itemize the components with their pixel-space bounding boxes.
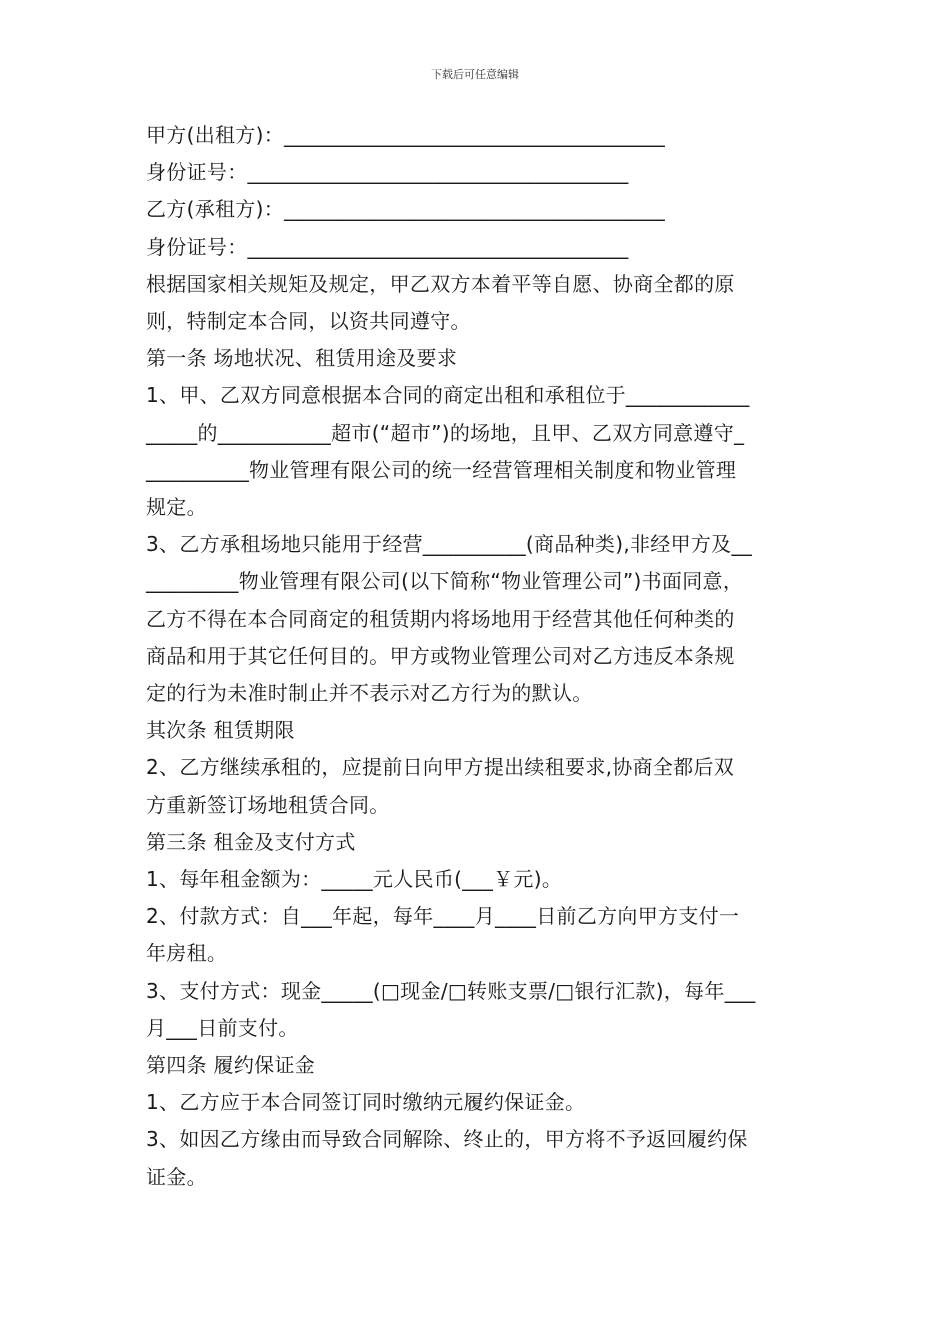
page-header: 下载后可任意编辑 [431, 68, 519, 81]
clause-line: __________物业管理有限公司的统一经营管理相关制度和物业管理 [146, 457, 737, 482]
clause-line: 2、付款方式：自___年起，每年____月____日前乙方向甲方支付一 [146, 904, 740, 929]
clause-line: 1、每年租金额为：_____元人民币(___￥元)。 [146, 867, 563, 892]
preamble-line: 根据国家相关规矩及规定，甲乙双方本着平等自愿、协商全都的原 [146, 271, 735, 296]
party-b-line: 乙方(承租方)：_____________________________________ [146, 197, 666, 222]
clause-line: 证金。 [146, 1164, 207, 1189]
section-heading: 其次条 租赁期限 [146, 718, 295, 743]
clause-line: 定的行为未准时制止并不表示对乙方行为的默认。 [146, 681, 593, 706]
clause-line: 乙方不得在本合同商定的租赁期内将场地用于经营其他任何种类的 [146, 606, 735, 631]
clause-line: 商品和用于其它任何目的。甲方或物业管理公司对乙方违反本条规 [146, 643, 735, 668]
clause-line: 月___日前支付。 [146, 1015, 299, 1040]
clause-line: _____的___________超市(“超市”)的场地，且甲、乙双方同意遵守_ [146, 420, 745, 445]
clause-line: _________物业管理有限公司(以下简称“物业管理公司”)书面同意， [146, 569, 744, 594]
clause-line: 3、支付方式：现金_____(□现金/□转账支票/□银行汇款)，每年___ [146, 978, 756, 1003]
section-heading: 第一条 场地状况、租赁用途及要求 [146, 346, 458, 371]
clause-line: 规定。 [146, 495, 207, 520]
clause-line: 2、乙方继续承租的，应提前日向甲方提出续租要求,协商全都后双 [146, 755, 735, 780]
clause-line: 3、如因乙方缘由而导致合同解除、终止的，甲方将不予返回履约保 [146, 1127, 748, 1152]
party-b-id-line: 身份证号：_____________________________________ [146, 234, 629, 259]
section-heading: 第三条 租金及支付方式 [146, 829, 356, 854]
document-body [146, 117, 811, 1196]
party-a-line: 甲方(出租方)：_____________________________________ [146, 123, 666, 147]
clause-line: 1、乙方应于本合同签订同时缴纳元履约保证金。 [146, 1090, 586, 1115]
clause-line: 年房租。 [146, 941, 228, 966]
preamble-line: 则，特制定本合同，以资共同遵守。 [146, 309, 471, 334]
party-a-id-line: 身份证号：_____________________________________ [146, 160, 629, 185]
clause-line: 1、甲、乙双方同意根据本合同的商定出租和承租位于____________ [146, 383, 750, 408]
clause-line: 方重新签订场地租赁合同。 [146, 792, 390, 817]
clause-line: 3、乙方承租场地只能用于经营__________(商品种类),非经甲方及__ [146, 532, 753, 557]
section-heading: 第四条 履约保证金 [146, 1053, 316, 1078]
